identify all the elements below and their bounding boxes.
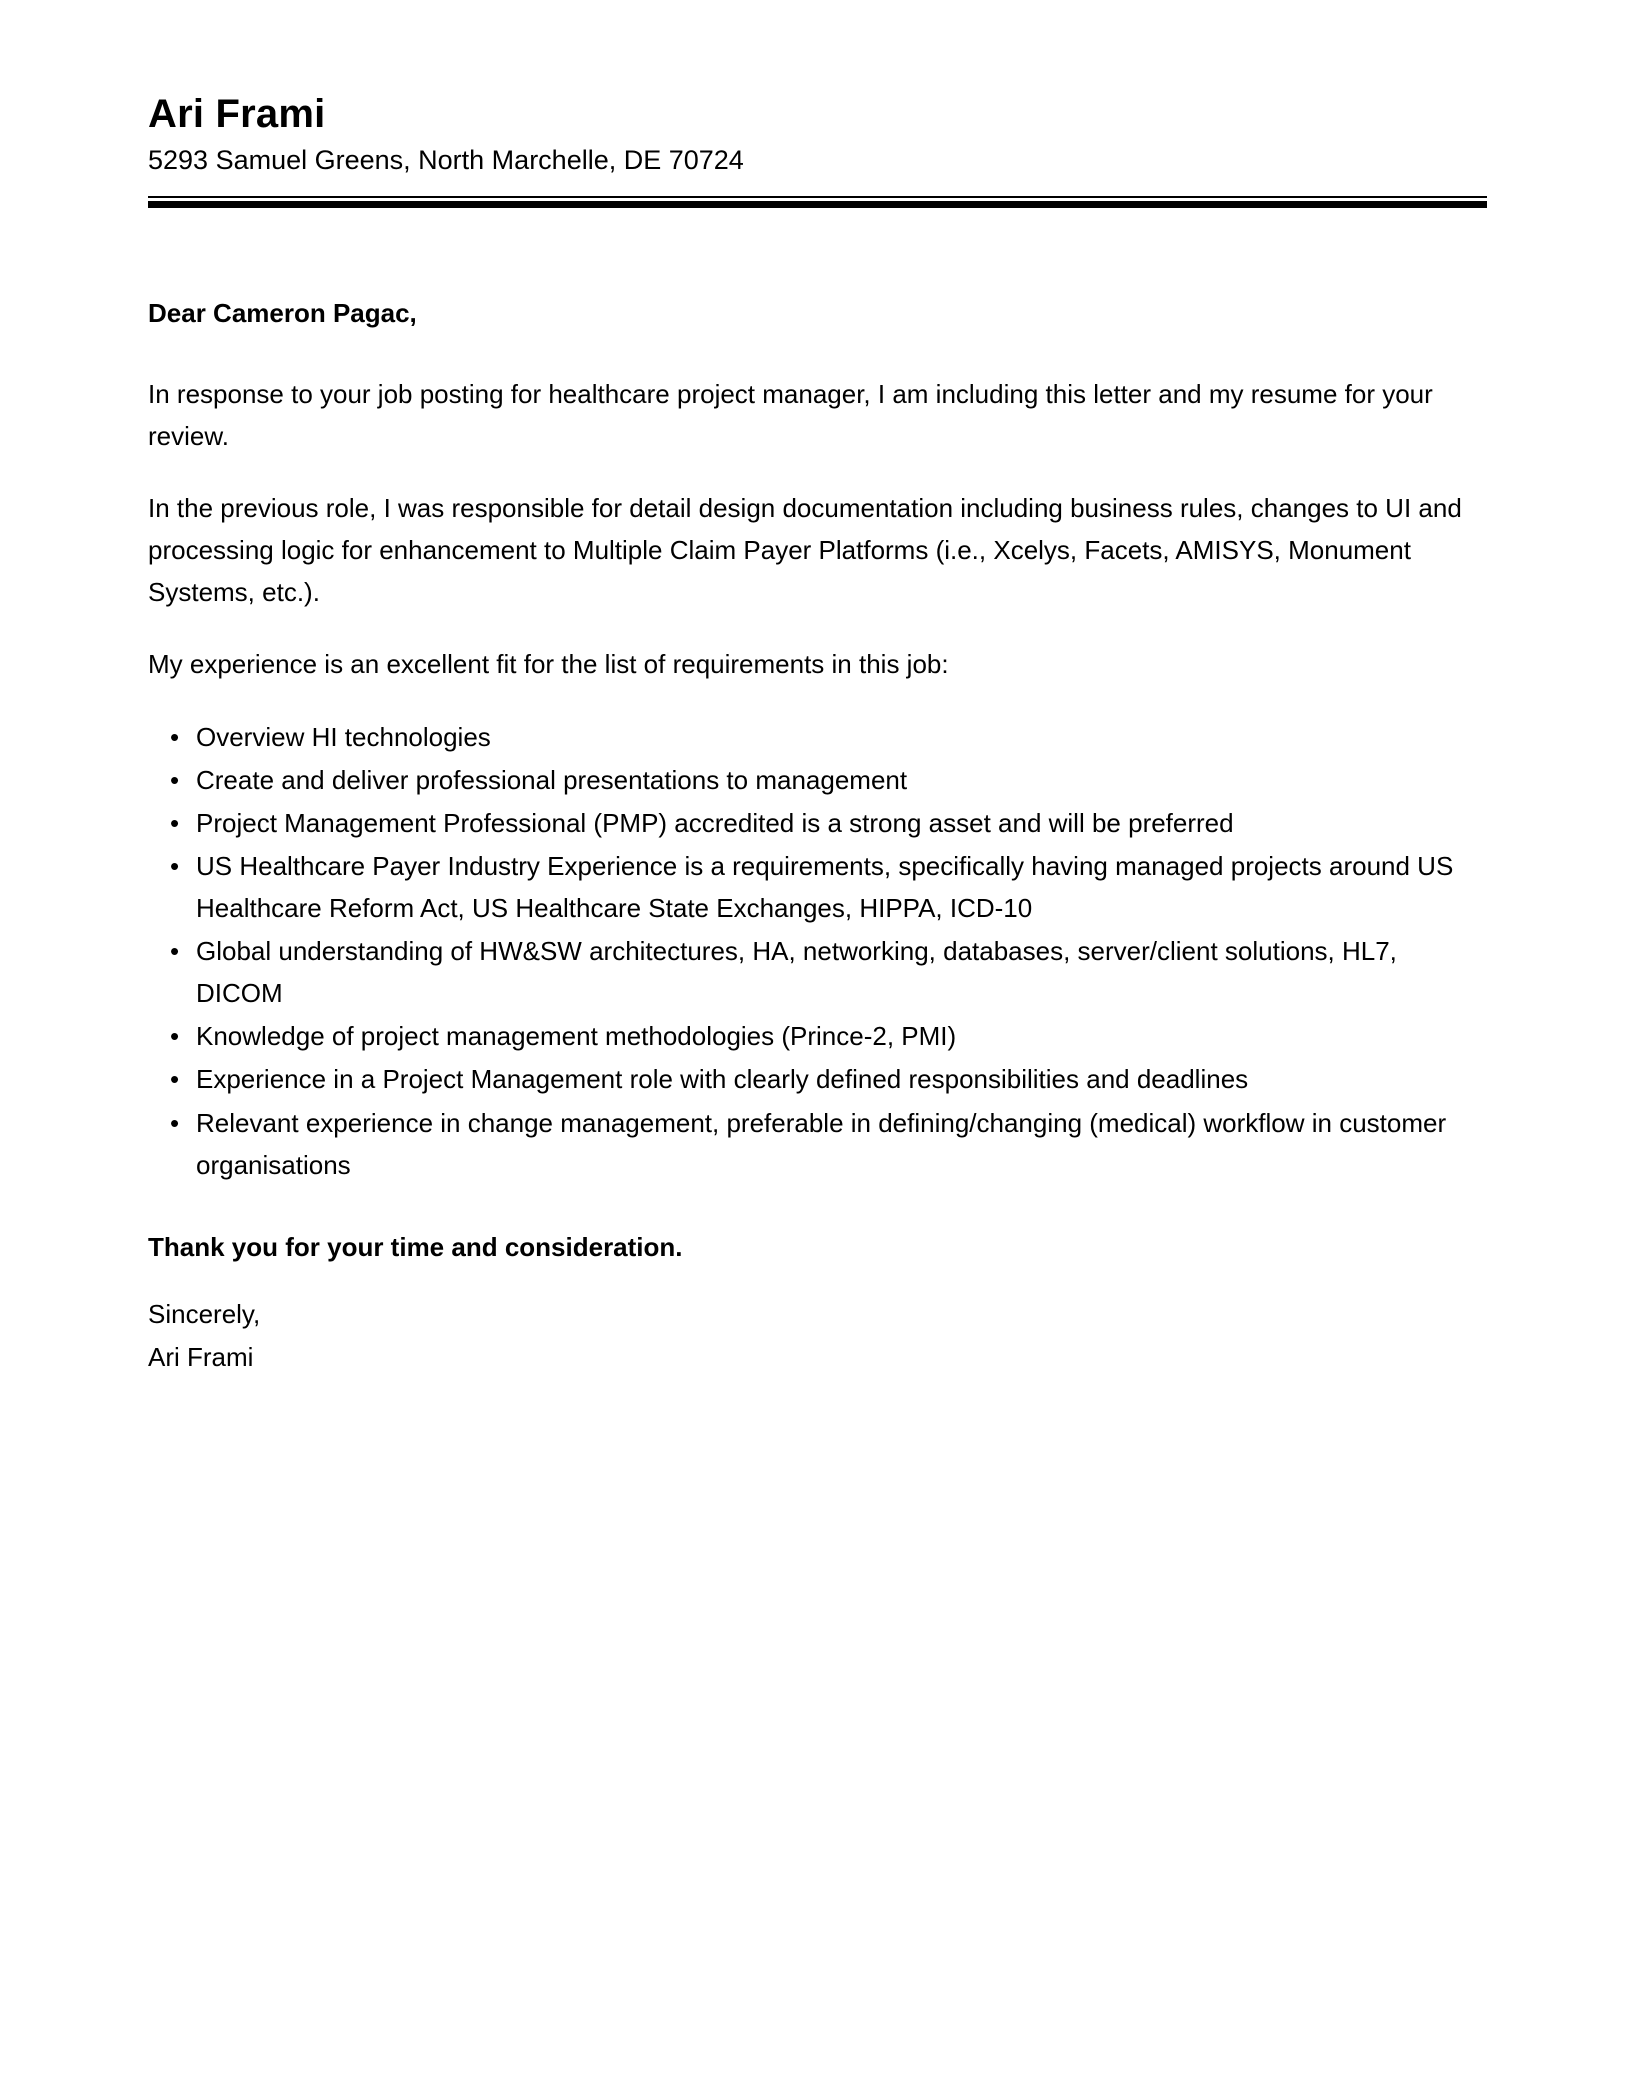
- signoff: Sincerely,: [148, 1298, 261, 1329]
- bullet-icon: •: [170, 807, 180, 838]
- list-item: [148, 1102, 1487, 1186]
- list-item: [148, 845, 1487, 929]
- requirements-list: [148, 716, 1487, 1186]
- letter-body: [148, 294, 1487, 1377]
- bullet-icon: •: [170, 764, 180, 795]
- list-item-text: Global understanding of HW&SW architectures, HA, networking, databases, server/client solutions, HL7, DICOM: [196, 936, 1397, 1009]
- list-item: [148, 716, 1487, 758]
- list-item-text: Create and deliver professional presentations to management: [196, 764, 908, 795]
- list-item: [148, 802, 1487, 844]
- bullet-icon: •: [170, 1021, 180, 1052]
- list-item-text: Relevant experience in change management, preferable in defining/changing (medical) workflow in customer organisations: [196, 1107, 1447, 1180]
- letter-content: [148, 0, 1487, 1377]
- bullet-icon: •: [170, 721, 180, 752]
- bullet-icon: •: [170, 1107, 180, 1138]
- list-item-text: Experience in a Project Management role with clearly defined responsibilities and deadlines: [196, 1064, 1249, 1095]
- header-divider-rule: [148, 196, 1487, 208]
- list-item-text: Project Management Professional (PMP) accredited is a strong asset and will be preferred: [196, 807, 1234, 838]
- paragraph-previous-role: In the previous role, I was responsible for detail design documentation including business rules, changes to UI and processing logic for enhancement to Multiple Claim Payer Platforms (i.e., Xcelys, Facets, AMISYS, Monument Systems, etc.).: [148, 493, 1462, 608]
- list-item-text: Knowledge of project management methodologies (Prince-2, PMI): [196, 1021, 957, 1052]
- salutation: Dear Cameron Pagac,: [148, 297, 417, 328]
- closing-thanks: Thank you for your time and consideration.: [148, 1231, 683, 1262]
- list-item: [148, 759, 1487, 801]
- paragraph-intro: In response to your job posting for healthcare project manager, I am including this letter and my resume for your review.: [148, 378, 1433, 451]
- bullet-icon: •: [170, 936, 180, 967]
- letterhead: [148, 0, 1487, 178]
- divider-thick-bar: [148, 201, 1487, 208]
- list-item-text: Overview HI technologies: [196, 721, 491, 752]
- list-item: [148, 930, 1487, 1014]
- bullet-icon: •: [170, 1064, 180, 1095]
- bullet-icon: •: [170, 850, 180, 881]
- sender-address: 5293 Samuel Greens, North Marchelle, DE 70724: [148, 144, 744, 175]
- list-item-text: US Healthcare Payer Industry Experience is a requirements, specifically having managed projects around US Healthcare Reform Act, US Healthcare State Exchanges, HIPPA, ICD-10: [196, 850, 1454, 923]
- signoff-name: Ari Frami: [148, 1341, 254, 1372]
- list-item: [148, 1058, 1487, 1100]
- paragraph-requirements-lead-in: My experience is an excellent fit for the list of requirements in this job:: [148, 649, 949, 680]
- list-item: [148, 1015, 1487, 1057]
- sender-name: Ari Frami: [148, 92, 326, 136]
